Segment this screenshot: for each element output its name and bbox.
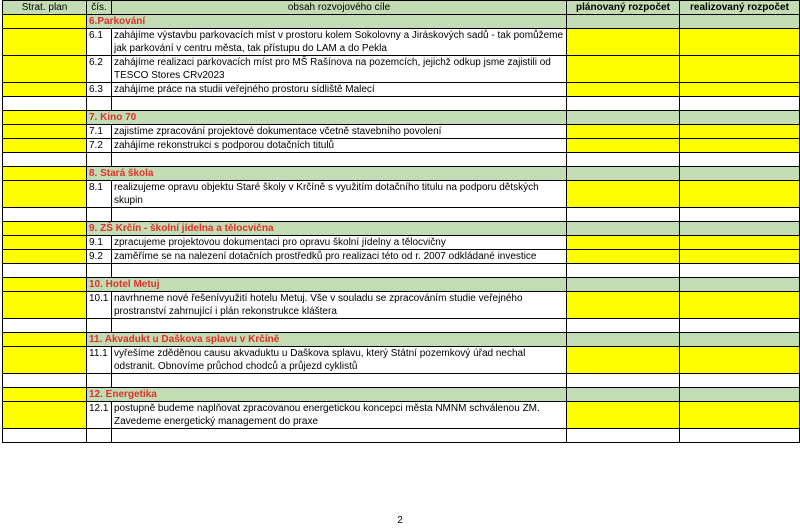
realized-budget-cell xyxy=(680,167,800,181)
strat-plan-cell xyxy=(3,278,87,292)
goal-description: zaměříme se na nalezení dotačních prostředků pro realizaci této od r. 2007 odkládané investice xyxy=(112,250,567,264)
section-title: 9. ZŠ Krčín - školní jídelna a tělocvična xyxy=(87,222,567,236)
goal-row xyxy=(3,125,800,139)
blank-row xyxy=(3,319,800,333)
empty-cell xyxy=(3,374,87,388)
empty-cell xyxy=(3,208,87,222)
blank-row xyxy=(3,264,800,278)
goal-number: 11.1 xyxy=(87,347,112,374)
empty-cell xyxy=(567,153,680,167)
realized-budget-cell xyxy=(680,29,800,56)
goal-row xyxy=(3,402,800,429)
goal-number: 10.1 xyxy=(87,292,112,319)
strat-plan-cell xyxy=(3,125,87,139)
goal-row xyxy=(3,236,800,250)
goal-row xyxy=(3,347,800,374)
realized-budget-cell xyxy=(680,250,800,264)
realized-budget-cell xyxy=(680,347,800,374)
section-title: 11. Akvadukt u Daškova splavu v Krčíně xyxy=(87,333,567,347)
goal-number: 6.1 xyxy=(87,29,112,56)
planned-budget-cell xyxy=(567,250,680,264)
goal-row xyxy=(3,181,800,208)
strat-plan-cell xyxy=(3,250,87,264)
section-row xyxy=(3,278,800,292)
empty-cell xyxy=(3,319,87,333)
goal-description: zahájíme rekonstrukci s podporou dotačních titulů xyxy=(112,139,567,153)
header-strat-plan: Strat. plan xyxy=(3,1,87,15)
goal-description: postupně budeme naplňovat zpracovanou energetickou koncepci města NMNM schválenou ZM. Zavedeme energetický management do praxe xyxy=(112,402,567,429)
strat-plan-cell xyxy=(3,111,87,125)
goal-number: 7.2 xyxy=(87,139,112,153)
empty-cell xyxy=(3,97,87,111)
section-title: 12. Energetika xyxy=(87,388,567,402)
empty-cell xyxy=(567,319,680,333)
section-row xyxy=(3,222,800,236)
empty-cell xyxy=(87,374,112,388)
planned-budget-cell xyxy=(567,347,680,374)
planned-budget-cell xyxy=(567,125,680,139)
strat-plan-cell xyxy=(3,222,87,236)
strat-plan-cell xyxy=(3,83,87,97)
section-row xyxy=(3,333,800,347)
section-row xyxy=(3,15,800,29)
empty-cell xyxy=(680,153,800,167)
planned-budget-cell xyxy=(567,167,680,181)
empty-cell xyxy=(87,208,112,222)
goal-description: navrhneme nové řešenívyužití hotelu Metuj. Vše v souladu se zpracováním studie veřejného prostranství zahrnující i plán rekonstrukce kláštera xyxy=(112,292,567,319)
strat-plan-cell xyxy=(3,402,87,429)
goal-row xyxy=(3,83,800,97)
goal-description: zahájíme práce na studii veřejného prostoru sídliště Malecí xyxy=(112,83,567,97)
goal-number: 6.2 xyxy=(87,56,112,83)
goal-number: 12.1 xyxy=(87,402,112,429)
planned-budget-cell xyxy=(567,111,680,125)
realized-budget-cell xyxy=(680,15,800,29)
empty-cell xyxy=(680,374,800,388)
empty-cell xyxy=(3,429,87,443)
goal-description: zajistíme zpracování projektové dokumentace včetně stavebního povolení xyxy=(112,125,567,139)
empty-cell xyxy=(567,97,680,111)
blank-row xyxy=(3,429,800,443)
section-title: 7. Kino 70 xyxy=(87,111,567,125)
strat-plan-cell xyxy=(3,333,87,347)
realized-budget-cell xyxy=(680,181,800,208)
realized-budget-cell xyxy=(680,56,800,83)
header-cis: čís. xyxy=(87,1,112,15)
section-title: 6.Parkování xyxy=(87,15,567,29)
realized-budget-cell xyxy=(680,111,800,125)
goal-description: zpracujeme projektovou dokumentaci pro opravu školní jídelny a tělocvičny xyxy=(112,236,567,250)
goal-number: 6.3 xyxy=(87,83,112,97)
page-number: 2 xyxy=(397,515,403,526)
goal-description: zahájíme výstavbu parkovacích míst v prostoru kolem Sokolovny a Jiráskových sadů - tak pomůžeme jak parkování v centru města, tak přístupu do LAM a do Pekla xyxy=(112,29,567,56)
empty-cell xyxy=(680,429,800,443)
empty-cell xyxy=(680,97,800,111)
strat-plan-cell xyxy=(3,15,87,29)
planned-budget-cell xyxy=(567,236,680,250)
goal-row xyxy=(3,56,800,83)
empty-cell xyxy=(680,264,800,278)
empty-cell xyxy=(87,153,112,167)
empty-cell xyxy=(567,208,680,222)
planned-budget-cell xyxy=(567,292,680,319)
table-body xyxy=(3,1,800,443)
development-goals-table xyxy=(2,0,800,443)
empty-cell xyxy=(112,374,567,388)
goal-row xyxy=(3,29,800,56)
goal-description: realizujeme opravu objektu Staré školy v Krčíně s využitím dotačního titulu na podporu dětských skupin xyxy=(112,181,567,208)
goal-row xyxy=(3,139,800,153)
section-row xyxy=(3,388,800,402)
realized-budget-cell xyxy=(680,292,800,319)
goal-number: 7.1 xyxy=(87,125,112,139)
empty-cell xyxy=(680,208,800,222)
empty-cell xyxy=(3,264,87,278)
table-header-row xyxy=(3,1,800,15)
strat-plan-cell xyxy=(3,56,87,83)
strat-plan-cell xyxy=(3,236,87,250)
blank-row xyxy=(3,97,800,111)
empty-cell xyxy=(87,264,112,278)
strat-plan-cell xyxy=(3,292,87,319)
realized-budget-cell xyxy=(680,139,800,153)
planned-budget-cell xyxy=(567,15,680,29)
planned-budget-cell xyxy=(567,139,680,153)
empty-cell xyxy=(87,319,112,333)
planned-budget-cell xyxy=(567,56,680,83)
goal-number: 9.2 xyxy=(87,250,112,264)
realized-budget-cell xyxy=(680,278,800,292)
header-planovany-rozpocet: plánovaný rozpočet xyxy=(567,1,680,15)
realized-budget-cell xyxy=(680,388,800,402)
empty-cell xyxy=(112,264,567,278)
planned-budget-cell xyxy=(567,402,680,429)
realized-budget-cell xyxy=(680,333,800,347)
section-row xyxy=(3,167,800,181)
goal-description: zahájíme realizaci parkovacích míst pro MŠ Rašínova na pozemcích, jejichž odkup jsme zajistili od TESCO Stores CRv2023 xyxy=(112,56,567,83)
strat-plan-cell xyxy=(3,139,87,153)
realized-budget-cell xyxy=(680,222,800,236)
strat-plan-cell xyxy=(3,388,87,402)
section-title: 10. Hotel Metuj xyxy=(87,278,567,292)
strat-plan-cell xyxy=(3,167,87,181)
goal-number: 9.1 xyxy=(87,236,112,250)
goal-description: vyřešíme zděděnou causu akvaduktu u Daškova splavu, který Státní pozemkový úřad nechal odstranit. Obnovíme průchod chodců a průjezd cyklistů xyxy=(112,347,567,374)
goal-row xyxy=(3,250,800,264)
goal-row xyxy=(3,292,800,319)
empty-cell xyxy=(567,264,680,278)
empty-cell xyxy=(3,153,87,167)
empty-cell xyxy=(567,374,680,388)
empty-cell xyxy=(112,97,567,111)
empty-cell xyxy=(112,208,567,222)
empty-cell xyxy=(87,429,112,443)
planned-budget-cell xyxy=(567,181,680,208)
planned-budget-cell xyxy=(567,222,680,236)
strat-plan-cell xyxy=(3,29,87,56)
realized-budget-cell xyxy=(680,125,800,139)
goal-number: 8.1 xyxy=(87,181,112,208)
section-row xyxy=(3,111,800,125)
empty-cell xyxy=(680,319,800,333)
realized-budget-cell xyxy=(680,402,800,429)
planned-budget-cell xyxy=(567,83,680,97)
planned-budget-cell xyxy=(567,278,680,292)
empty-cell xyxy=(112,319,567,333)
header-obsah: obsah rozvojového cíle xyxy=(112,1,567,15)
empty-cell xyxy=(567,429,680,443)
strat-plan-cell xyxy=(3,181,87,208)
blank-row xyxy=(3,208,800,222)
planned-budget-cell xyxy=(567,333,680,347)
section-title: 8. Stará škola xyxy=(87,167,567,181)
blank-row xyxy=(3,374,800,388)
blank-row xyxy=(3,153,800,167)
realized-budget-cell xyxy=(680,236,800,250)
empty-cell xyxy=(87,97,112,111)
realized-budget-cell xyxy=(680,83,800,97)
planned-budget-cell xyxy=(567,29,680,56)
empty-cell xyxy=(112,153,567,167)
header-realizovany-rozpocet: realizovaný rozpočet xyxy=(680,1,800,15)
strat-plan-cell xyxy=(3,347,87,374)
planned-budget-cell xyxy=(567,388,680,402)
empty-cell xyxy=(112,429,567,443)
